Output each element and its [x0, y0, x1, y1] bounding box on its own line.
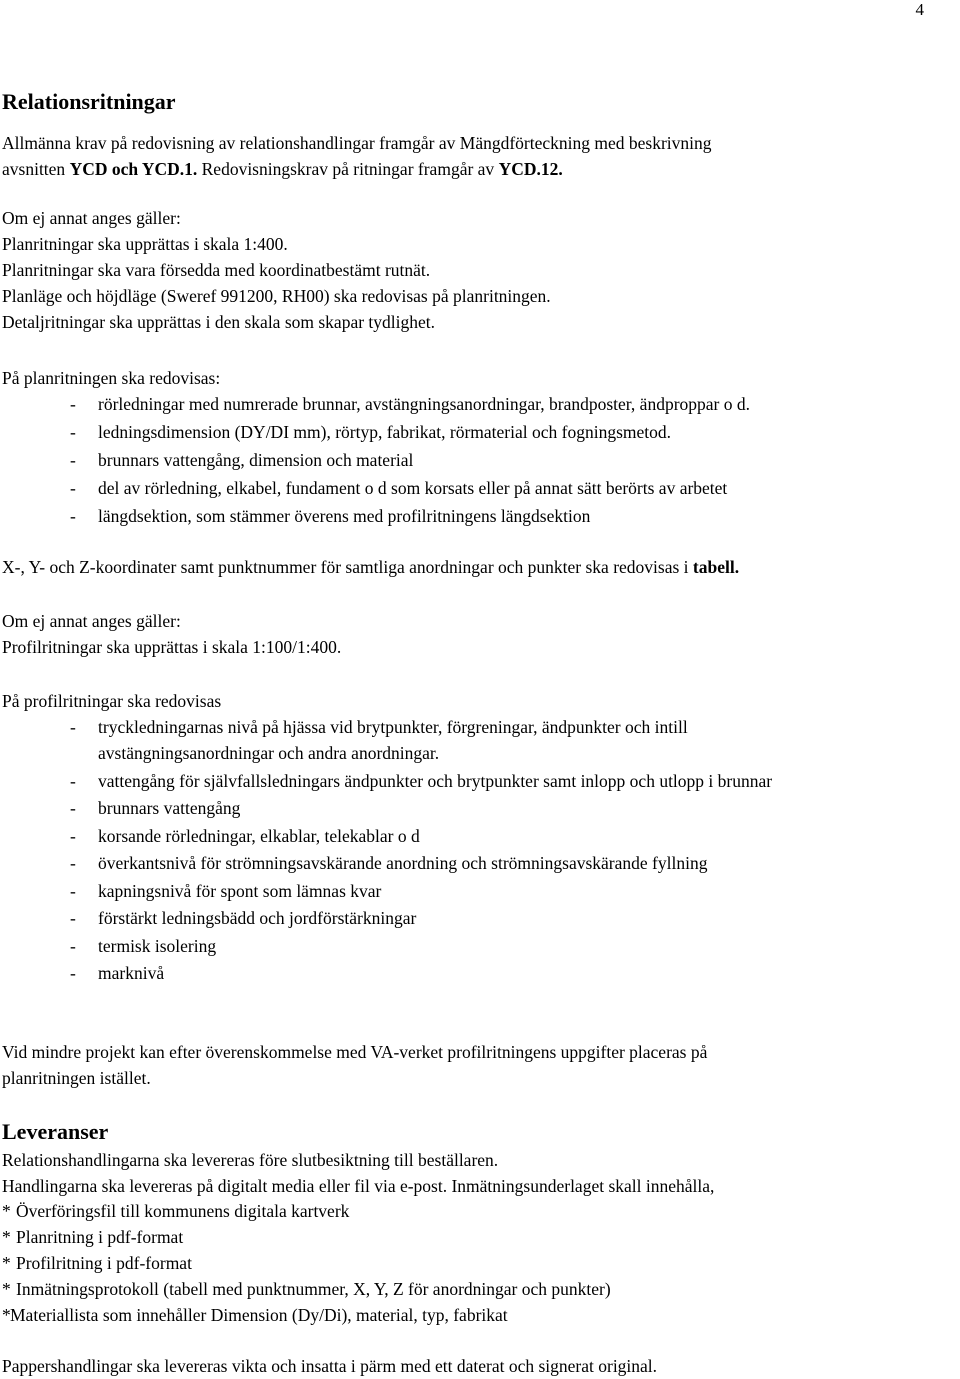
small-project-line-2: planritningen istället. [2, 1068, 151, 1088]
plan-line: Planritningar ska upprättas i skala 1:400. [2, 234, 288, 254]
plan-line: Planläge och höjdläge (Sweref 991200, RH00) ska redovisas på planritningen. [2, 286, 551, 306]
plan-line: Detaljritningar ska upprättas i den skala som skapar tydlighet. [2, 312, 436, 332]
section-heading-leveranser: Leveranser [2, 1119, 109, 1144]
section-heading-relationsritningar: Relationsritningar [2, 89, 176, 114]
intro-line-1: Allmänna krav på redovisning av relationshandlingar framgår av Mängdförteckning med beskrivning [2, 133, 712, 153]
plan-line: Planritningar ska vara försedda med koordinatbestämt rutnät. [2, 260, 431, 280]
profile-scale: Profilritningar ska upprättas i skala 1:100/1:400. [2, 637, 342, 657]
paper-delivery-line: Pappershandlingar ska levereras vikta och insatta i pärm med ett daterat och signerat original. [2, 1356, 658, 1376]
intro-line-2: avsnitten YCD och YCD.1. Redovisningskrav på ritningar framgår av YCD.12. [2, 159, 563, 179]
delivery-line-1: Relationshandlingarna ska levereras före slutbesiktning till beställaren. [2, 1150, 499, 1170]
plan-list-intro: På planritningen ska redovisas: [2, 368, 221, 388]
small-project-line-1: Vid mindre projekt kan efter överenskommelse med VA-verket profilritningens uppgifter placeras på [2, 1042, 708, 1062]
default-label: Om ej annat anges gäller: [2, 208, 181, 228]
page-number: 4 [915, 0, 924, 19]
default-label-2: Om ej annat anges gäller: [2, 611, 181, 631]
profile-list-intro: På profilritningar ska redovisas [2, 691, 222, 711]
delivery-line-2: Handlingarna ska levereras på digitalt media eller fil via e-post. Inmätningsunderlaget skall innehålla, [2, 1176, 715, 1196]
coordinates-text: X-, Y- och Z-koordinater samt punktnummer för samtliga anordningar och punkter ska redovisas i tabell. [2, 557, 740, 577]
